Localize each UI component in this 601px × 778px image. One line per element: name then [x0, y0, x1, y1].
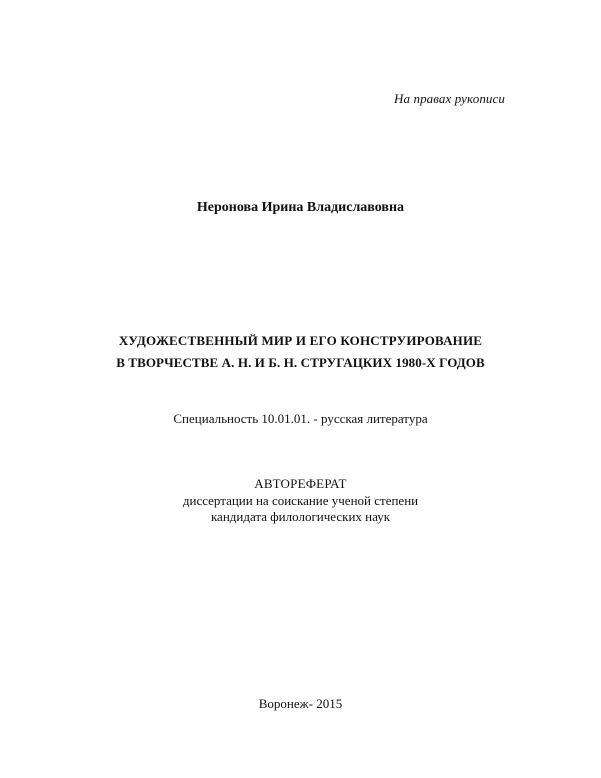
dissertation-title-line-2: В ТВОРЧЕСТВЕ А. Н. И Б. Н. СТРУГАЦКИХ 1980-Х ГОДОВ [116, 355, 485, 370]
specialty-line: Специальность 10.01.01. - русская литература [173, 411, 428, 426]
manuscript-note: На правах рукописи [394, 91, 505, 106]
dissertation-title-line-1: ХУДОЖЕСТВЕННЫЙ МИР И ЕГО КОНСТРУИРОВАНИЕ [118, 333, 483, 348]
author-name: Неронова Ирина Владиславовна [196, 200, 405, 215]
purpose-line-1: диссертации на соискание ученой степени [182, 493, 419, 508]
city-year: Воронеж- 2015 [258, 696, 343, 711]
purpose-line-2: кандидата филологических наук [210, 509, 391, 524]
document-type: АВТОРЕФЕРАТ [254, 476, 347, 491]
